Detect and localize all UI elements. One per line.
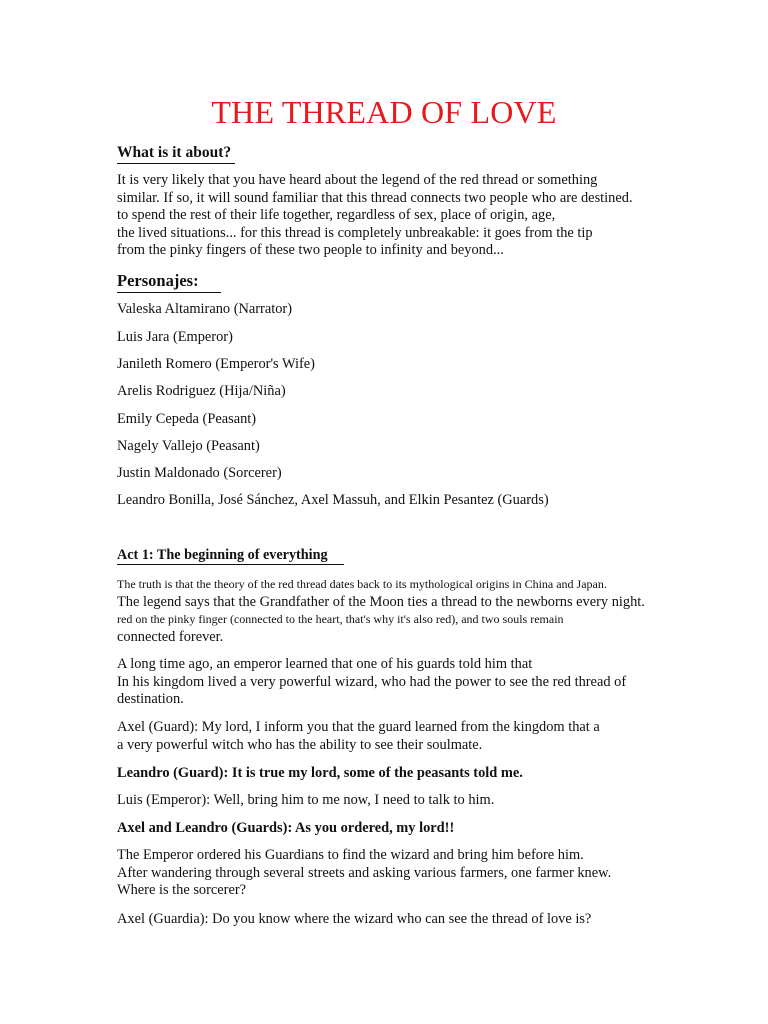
about-line: It is very likely that you have heard about the legend of the red thread or something — [117, 172, 598, 188]
document-title: THE THREAD OF LOVE — [211, 94, 557, 130]
character-item: Justin Maldonado (Sorcerer) — [117, 465, 282, 481]
act1-intro-line: connected forever. — [117, 629, 224, 645]
search-paragraph — [117, 847, 611, 900]
characters-heading: Personajes: — [117, 270, 221, 293]
paragraph-line: The Emperor ordered his Guardians to find the wizard and bring him before him. — [117, 847, 584, 863]
axel-dialogue-2: Axel (Guardia): Do you know where the wizard who can see the thread of love is? — [117, 911, 592, 927]
character-item: Leandro Bonilla, José Sánchez, Axel Massuh, and Elkin Pesantez (Guards) — [117, 492, 549, 508]
paragraph-line: After wandering through several streets and asking various farmers, one farmer knew. — [117, 864, 612, 881]
paragraph-line: destination. — [117, 691, 184, 708]
axel-dialogue — [117, 719, 600, 754]
guards-dialogue: Axel and Leandro (Guards): As you ordered, my lord!! — [117, 820, 455, 836]
paragraph-line: Axel (Guard): My lord, I inform you that the guard learned from the kingdom that a — [117, 719, 600, 735]
act1-intro-line: The truth is that the theory of the red thread dates back to its mythological origins in China and Japan. — [117, 577, 607, 591]
paragraph-line: In his kingdom lived a very powerful wizard, who had the power to see the red thread of — [117, 673, 627, 690]
act1-intro-line: The legend says that the Grandfather of the Moon ties a thread to the newborns every night. — [117, 594, 645, 610]
paragraph-line: Where is the sorcerer? — [117, 882, 247, 899]
character-item: Emily Cepeda (Peasant) — [117, 411, 257, 427]
paragraph-line: A long time ago, an emperor learned that one of his guards told him that — [117, 656, 533, 672]
paragraph-line: a very powerful witch who has the ability to see their soulmate. — [117, 736, 483, 753]
character-item: Janileth Romero (Emperor's Wife) — [117, 356, 315, 372]
character-item: Nagely Vallejo (Peasant) — [117, 438, 260, 454]
about-line: from the pinky fingers of these two people to infinity and beyond... — [117, 242, 504, 259]
about-line: the lived situations... for this thread is completely unbreakable: it goes from the tip — [117, 224, 593, 241]
leandro-dialogue: Leandro (Guard): It is true my lord, some of the peasants told me. — [117, 765, 523, 781]
about-line: to spend the rest of their life together, regardless of sex, place of origin, age, — [117, 207, 556, 224]
about-heading: What is it about? — [117, 143, 235, 164]
act1-intro-line: red on the pinky finger (connected to the heart, that's why it's also red), and two souls remain — [117, 612, 564, 626]
act1-heading: Act 1: The beginning of everything — [117, 546, 344, 565]
character-item: Valeska Altamirano (Narrator) — [117, 301, 293, 317]
luis-dialogue: Luis (Emperor): Well, bring him to me now, I need to talk to him. — [117, 792, 495, 808]
about-line: similar. If so, it will sound familiar that this thread connects two people who are destined. — [117, 189, 633, 206]
character-item: Luis Jara (Emperor) — [117, 329, 233, 345]
about-paragraph — [117, 172, 633, 260]
character-item: Arelis Rodriguez (Hija/Niña) — [117, 383, 286, 399]
emperor-paragraph — [117, 656, 626, 709]
